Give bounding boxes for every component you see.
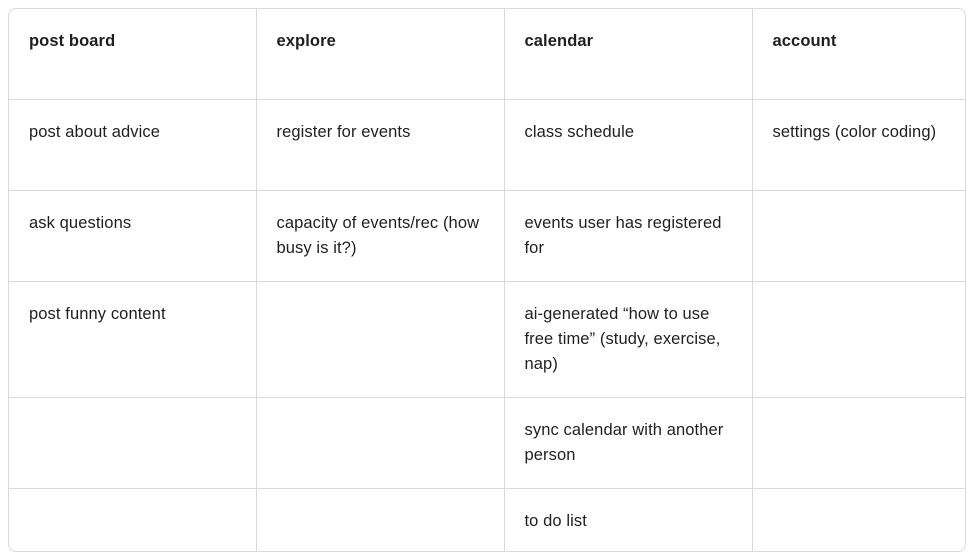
table-cell[interactable] [752, 190, 966, 281]
table-cell[interactable]: class schedule [504, 99, 752, 190]
column-header-post-board[interactable]: post board [9, 9, 256, 99]
table-cell[interactable] [256, 397, 504, 488]
table-cell[interactable]: register for events [256, 99, 504, 190]
table-cell[interactable]: ai-generated “how to use free time” (study, exercise, nap) [504, 281, 752, 397]
table-cell[interactable] [9, 488, 256, 552]
column-header-explore[interactable]: explore [256, 9, 504, 99]
table-cell[interactable]: post funny content [9, 281, 256, 397]
table-cell[interactable] [752, 397, 966, 488]
column-header-account[interactable]: account [752, 9, 966, 99]
table-row [9, 488, 966, 552]
table-cell[interactable] [752, 488, 966, 552]
table-row [9, 190, 966, 281]
table-cell[interactable]: events user has registered for [504, 190, 752, 281]
table-cell[interactable]: post about advice [9, 99, 256, 190]
table-cell[interactable]: ask questions [9, 190, 256, 281]
table-row [9, 281, 966, 397]
table-cell[interactable]: sync calendar with another person [504, 397, 752, 488]
table-row [9, 99, 966, 190]
table-cell[interactable]: settings (color coding) [752, 99, 966, 190]
table-cell[interactable] [9, 397, 256, 488]
feature-table [8, 8, 966, 552]
table-cell[interactable] [256, 488, 504, 552]
table-cell[interactable]: capacity of events/rec (how busy is it?) [256, 190, 504, 281]
table-cell[interactable] [256, 281, 504, 397]
table-row [9, 397, 966, 488]
table-cell[interactable]: to do list [504, 488, 752, 552]
header-row [9, 9, 966, 99]
feature-grid [9, 9, 966, 552]
table-cell[interactable] [752, 281, 966, 397]
column-header-calendar[interactable]: calendar [504, 9, 752, 99]
